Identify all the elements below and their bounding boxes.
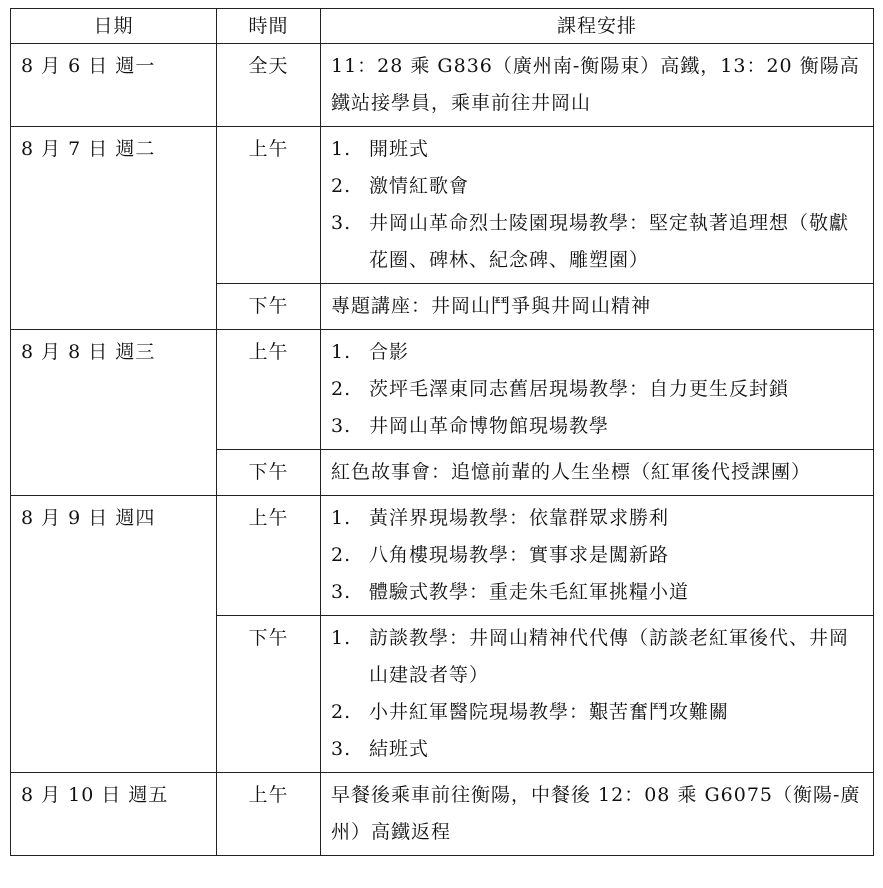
item-text: 八角樓現場教學：實事求是闖新路 <box>369 544 670 566</box>
list-item <box>331 408 863 445</box>
header-date: 日期 <box>11 9 217 44</box>
list-item <box>331 168 863 205</box>
time-cell: 下午 <box>217 450 321 496</box>
date-cell: 8 月 6 日 週一 <box>11 44 217 127</box>
time-cell: 下午 <box>217 616 321 773</box>
time-cell: 上午 <box>217 330 321 450</box>
item-text: 井岡山革命博物館現場教學 <box>369 415 610 437</box>
table-row <box>11 773 874 856</box>
item-number: 3. <box>331 738 352 760</box>
item-number: 3. <box>331 415 352 437</box>
time-cell: 上午 <box>217 773 321 856</box>
list-item <box>331 574 863 611</box>
table-row <box>11 127 874 284</box>
time-cell: 上午 <box>217 496 321 616</box>
item-number: 3. <box>331 212 352 234</box>
date-cell: 8 月 8 日 週三 <box>11 330 217 496</box>
list-item <box>331 537 863 574</box>
item-number: 1. <box>331 627 352 649</box>
plan-cell: 專題講座：井岡山鬥爭與井岡山精神 <box>321 284 874 330</box>
item-number: 2. <box>331 378 352 400</box>
header-row <box>11 9 874 44</box>
item-text: 體驗式教學：重走朱毛紅軍挑糧小道 <box>369 581 690 603</box>
item-text: 茨坪毛澤東同志舊居現場教學：自力更生反封鎖 <box>369 378 790 400</box>
item-text: 結班式 <box>369 738 430 760</box>
item-text: 激情紅歌會 <box>369 175 470 197</box>
header-time: 時間 <box>217 9 321 44</box>
plan-cell <box>321 616 874 773</box>
table-row <box>11 330 874 450</box>
plan-cell: 紅色故事會：追憶前輩的人生坐標（紅軍後代授課團） <box>321 450 874 496</box>
item-number: 2. <box>331 701 352 723</box>
time-cell: 全天 <box>217 44 321 127</box>
item-text: 訪談教學：井岡山精神代代傳（訪談老紅軍後代、井岡山建設者等） <box>369 627 850 686</box>
item-text: 合影 <box>369 341 410 363</box>
date-cell: 8 月 9 日 週四 <box>11 496 217 773</box>
table-row <box>11 44 874 127</box>
time-cell: 下午 <box>217 284 321 330</box>
list-item <box>331 205 863 279</box>
item-text: 黃洋界現場教學：依靠群眾求勝利 <box>369 507 670 529</box>
item-text: 小井紅軍醫院現場教學：艱苦奮鬥攻難關 <box>369 701 730 723</box>
list-item <box>331 131 863 168</box>
plan-cell <box>321 496 874 616</box>
plan-cell <box>321 127 874 284</box>
header-plan: 課程安排 <box>321 9 874 44</box>
date-cell: 8 月 7 日 週二 <box>11 127 217 330</box>
plan-cell: 早餐後乘車前往衡陽，中餐後 12：08 乘 G6075（衡陽-廣州）高鐵返程 <box>321 773 874 856</box>
list-item <box>331 620 863 694</box>
item-number: 1. <box>331 507 352 529</box>
list-item <box>331 694 863 731</box>
date-cell: 8 月 10 日 週五 <box>11 773 217 856</box>
item-text: 開班式 <box>369 138 430 160</box>
item-number: 2. <box>331 544 352 566</box>
list-item <box>331 371 863 408</box>
item-number: 3. <box>331 581 352 603</box>
time-cell: 上午 <box>217 127 321 284</box>
item-number: 1. <box>331 138 352 160</box>
item-number: 1. <box>331 341 352 363</box>
plan-cell: 11：28 乘 G836（廣州南-衡陽東）高鐵，13：20 衡陽高鐵站接學員，乘車前往井岡山 <box>321 44 874 127</box>
item-number: 2. <box>331 175 352 197</box>
schedule-table <box>10 8 874 856</box>
item-text: 井岡山革命烈士陵園現場教學：堅定執著追理想（敬獻花圈、碑林、紀念碑、雕塑園） <box>369 212 850 271</box>
table-row <box>11 496 874 616</box>
plan-cell <box>321 330 874 450</box>
list-item <box>331 731 863 768</box>
list-item <box>331 500 863 537</box>
list-item <box>331 334 863 371</box>
